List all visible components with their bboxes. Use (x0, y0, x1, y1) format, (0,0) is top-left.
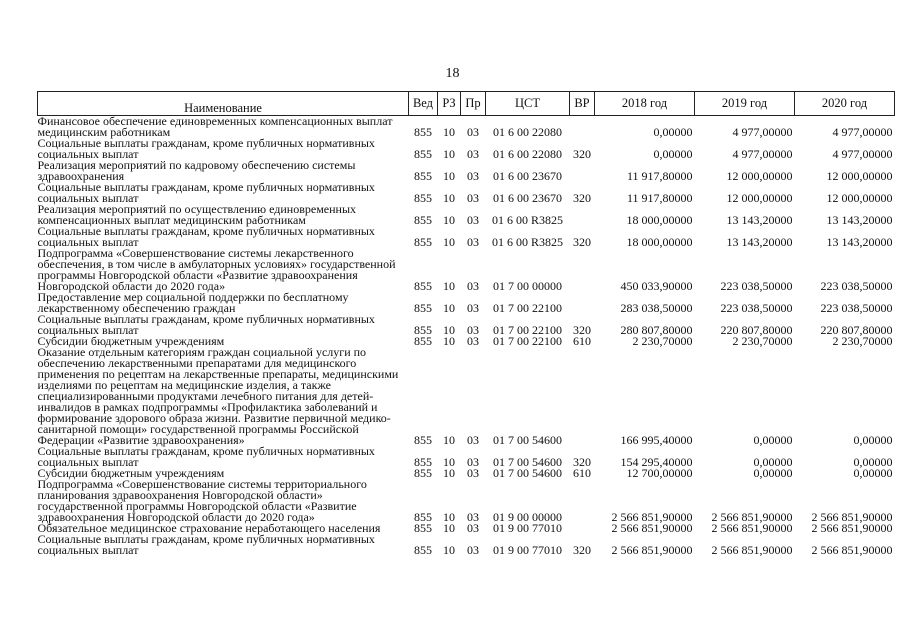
cell-cst: 01 9 00 00000 (493, 510, 562, 524)
cell-vr (570, 160, 595, 182)
cell-pr: 03 (467, 147, 479, 161)
cell-2019: 2 566 851,90000 (711, 521, 793, 535)
cell-ved: 855 (414, 169, 432, 183)
table-row (38, 138, 895, 160)
cell-2020: 2 566 851,90000 (811, 510, 893, 524)
cell-ved: 855 (414, 543, 432, 557)
cell-pr: 03 (467, 334, 479, 348)
cell-name: Подпрограмма «Совершенствование системы территориального планирования здравоохранения Новгородской области» государственной программы Новгородской области «Развитие здравоохранения Новгородской области до 2020 года» (37, 477, 367, 524)
cell-name: Предоставление мер социальной поддержки по бесплатному лекарственному обеспечению граждан (37, 290, 349, 315)
header-2018: 2018 год (595, 92, 695, 116)
table-row (38, 226, 895, 248)
cell-2018: 2 566 851,90000 (611, 510, 693, 524)
cell-ved: 855 (414, 323, 432, 337)
header-rz: РЗ (438, 92, 461, 116)
cell-pr: 03 (467, 323, 479, 337)
cell-pr: 03 (467, 279, 479, 293)
cell-cst: 01 6 00 22080 (493, 125, 562, 139)
cell-2020: 4 977,00000 (832, 125, 893, 139)
cell-name: Социальные выплаты гражданам, кроме публичных нормативных социальных выплат (37, 224, 375, 249)
cell-cst: 01 7 00 22100 (493, 301, 562, 315)
cell-rz: 10 (443, 510, 455, 524)
cell-ved: 855 (414, 455, 432, 469)
cell-pr: 03 (467, 169, 479, 183)
cell-cst: 01 6 00 22080 (493, 147, 562, 161)
cell-ved: 855 (414, 466, 432, 480)
cell-vr: 320 (573, 235, 591, 249)
cell-2020: 223 038,50000 (820, 279, 893, 293)
cell-ved: 855 (414, 235, 432, 249)
cell-2019: 4 977,00000 (732, 147, 793, 161)
cell-2019: 2 566 851,90000 (711, 510, 793, 524)
cell-vr: 320 (573, 455, 591, 469)
cell-rz: 10 (443, 191, 455, 205)
cell-ved: 855 (414, 191, 432, 205)
cell-vr: 320 (573, 147, 591, 161)
cell-2020: 13 143,20000 (826, 213, 893, 227)
cell-2020: 0,00000 (853, 466, 893, 480)
cell-vr (570, 204, 595, 226)
header-name: Наименование (38, 92, 409, 116)
table-row (38, 248, 895, 292)
cell-ved: 855 (414, 213, 432, 227)
cell-2019: 223 038,50000 (720, 279, 793, 293)
cell-cst: 01 9 00 77010 (493, 543, 562, 557)
cell-pr: 03 (467, 191, 479, 205)
cell-rz: 10 (443, 301, 455, 315)
cell-rz: 10 (443, 334, 455, 348)
cell-2019: 4 977,00000 (732, 125, 793, 139)
cell-vr: 320 (573, 543, 591, 557)
cell-2020: 220 807,80000 (820, 323, 893, 337)
cell-name: Субсидии бюджетным учреждениям (37, 466, 225, 480)
header-pr: Пр (461, 92, 486, 116)
table-row (38, 314, 895, 336)
cell-2020: 223 038,50000 (820, 301, 893, 315)
cell-cst: 01 7 00 54600 (493, 466, 562, 480)
cell-name: Реализация мероприятий по кадровому обеспечению системы здравоохранения (37, 158, 356, 183)
header-2019: 2019 год (695, 92, 795, 116)
cell-2018: 154 295,40000 (620, 455, 693, 469)
cell-2019: 0,00000 (753, 466, 793, 480)
table-row (38, 160, 895, 182)
cell-vr (570, 523, 595, 534)
cell-2018: 450 033,90000 (620, 279, 693, 293)
table-row (38, 204, 895, 226)
cell-cst: 01 6 00 R3825 (491, 213, 563, 227)
cell-2018: 2 230,70000 (632, 334, 693, 348)
cell-rz: 10 (443, 433, 455, 447)
cell-vr: 320 (573, 323, 591, 337)
table-header (38, 92, 895, 116)
cell-rz: 10 (443, 125, 455, 139)
cell-name: Социальные выплаты гражданам, кроме публичных нормативных социальных выплат (37, 136, 375, 161)
cell-ved: 855 (414, 334, 432, 348)
cell-pr: 03 (467, 510, 479, 524)
cell-vr: 320 (573, 191, 591, 205)
cell-name: Финансовое обеспечение единовременных компенсационных выплат медицинским работникам (37, 114, 393, 139)
cell-2018: 166 995,40000 (620, 433, 693, 447)
cell-cst: 01 7 00 54600 (493, 433, 562, 447)
table-row (38, 347, 895, 446)
cell-2018: 18 000,00000 (626, 235, 693, 249)
cell-pr: 03 (467, 301, 479, 315)
table-body (38, 116, 895, 557)
cell-2020: 4 977,00000 (832, 147, 893, 161)
cell-pr: 03 (467, 213, 479, 227)
cell-2018: 280 807,80000 (620, 323, 693, 337)
header-vr: ВР (570, 92, 595, 116)
cell-vr (570, 479, 595, 523)
cell-2018: 11 917,80000 (626, 191, 693, 205)
cell-ved: 855 (414, 521, 432, 535)
cell-2020: 12 000,00000 (826, 169, 893, 183)
table-row (38, 446, 895, 468)
cell-pr: 03 (467, 235, 479, 249)
cell-vr (570, 347, 595, 446)
cell-2019: 2 230,70000 (732, 334, 793, 348)
cell-name: Субсидии бюджетным учреждениям (37, 334, 225, 348)
cell-pr: 03 (467, 433, 479, 447)
cell-2018: 0,00000 (653, 125, 693, 139)
cell-pr: 03 (467, 521, 479, 535)
cell-ved: 855 (414, 279, 432, 293)
header-ved: Вед (409, 92, 438, 116)
cell-cst: 01 7 00 22100 (493, 334, 562, 348)
cell-rz: 10 (443, 543, 455, 557)
table-row (38, 116, 895, 139)
table-row (38, 292, 895, 314)
cell-2019: 12 000,00000 (726, 191, 793, 205)
cell-2019: 13 143,20000 (726, 235, 793, 249)
cell-rz: 10 (443, 455, 455, 469)
cell-2018: 2 566 851,90000 (611, 521, 693, 535)
cell-2020: 13 143,20000 (826, 235, 893, 249)
cell-name: Подпрограмма «Совершенствование системы лекарственного обеспечения, в том числе в амбулаторных условиях» государственной программы Новгородской области «Развитие здравоохранения Новгородской области до 2020 года» (37, 246, 396, 293)
header-2020: 2020 год (795, 92, 895, 116)
cell-vr (570, 248, 595, 292)
cell-2019: 2 566 851,90000 (711, 543, 793, 557)
cell-ved: 855 (414, 147, 432, 161)
cell-ved: 855 (414, 301, 432, 315)
header-row (38, 92, 895, 116)
cell-name: Социальные выплаты гражданам, кроме публичных нормативных социальных выплат (37, 444, 375, 469)
cell-cst: 01 7 00 00000 (493, 279, 562, 293)
cell-pr: 03 (467, 466, 479, 480)
cell-vr: 610 (573, 334, 591, 348)
cell-ved: 855 (414, 510, 432, 524)
cell-name: Социальные выплаты гражданам, кроме публичных нормативных социальных выплат (37, 532, 375, 557)
cell-2020: 12 000,00000 (826, 191, 893, 205)
cell-ved: 855 (414, 125, 432, 139)
cell-name: Социальные выплаты гражданам, кроме публичных нормативных социальных выплат (37, 312, 375, 337)
cell-name: Обязательное медицинское страхование неработающего населения (37, 521, 381, 535)
cell-pr: 03 (467, 125, 479, 139)
header-cst: ЦСТ (486, 92, 570, 116)
cell-rz: 10 (443, 169, 455, 183)
cell-2020: 0,00000 (853, 433, 893, 447)
cell-cst: 01 6 00 R3825 (491, 235, 563, 249)
table-row (38, 534, 895, 556)
cell-2018: 11 917,80000 (626, 169, 693, 183)
cell-2019: 13 143,20000 (726, 213, 793, 227)
cell-2018: 283 038,50000 (620, 301, 693, 315)
cell-rz: 10 (443, 521, 455, 535)
cell-2018: 18 000,00000 (626, 213, 693, 227)
cell-2019: 0,00000 (753, 433, 793, 447)
table-row (38, 182, 895, 204)
cell-2020: 0,00000 (853, 455, 893, 469)
cell-cst: 01 7 00 22100 (493, 323, 562, 337)
cell-rz: 10 (443, 235, 455, 249)
cell-2019: 223 038,50000 (720, 301, 793, 315)
cell-name: Реализация мероприятий по осуществлению единовременных компенсационных выплат медицинским работникам (37, 202, 357, 227)
cell-pr: 03 (467, 455, 479, 469)
cell-vr: 610 (573, 466, 591, 480)
cell-vr (570, 116, 595, 139)
cell-2019: 0,00000 (753, 455, 793, 469)
cell-ved: 855 (414, 433, 432, 447)
cell-2018: 0,00000 (653, 147, 693, 161)
table-row (38, 479, 895, 523)
cell-cst: 01 9 00 77010 (493, 521, 562, 535)
cell-2018: 12 700,00000 (626, 466, 693, 480)
cell-2018: 2 566 851,90000 (611, 543, 693, 557)
cell-2020: 2 230,70000 (832, 334, 893, 348)
cell-name: Оказание отдельным категориям граждан социальной услуги по обеспечению лекарственными препаратами для медицинского применения по рецептам на лекарственные препараты, медицинскими изделиями по рецептам на медицинские изделия, а также специализированными продуктами лечебного питания для детей-инвалидов в рамках подпрограммы «Профилактика заболеваний и формирование здорового образа жизни. Развитие первичной медико-санитарной помощи» государственной программы Российской Федерации «Развитие здравоохранения» (37, 345, 399, 447)
cell-rz: 10 (443, 213, 455, 227)
cell-rz: 10 (443, 279, 455, 293)
cell-2019: 12 000,00000 (726, 169, 793, 183)
cell-vr (570, 292, 595, 314)
cell-pr: 03 (467, 543, 479, 557)
cell-2020: 2 566 851,90000 (811, 521, 893, 535)
page-number: 18 (445, 66, 460, 81)
cell-rz: 10 (443, 147, 455, 161)
cell-cst: 01 7 00 54600 (493, 455, 562, 469)
cell-cst: 01 6 00 23670 (493, 169, 562, 183)
cell-2020: 2 566 851,90000 (811, 543, 893, 557)
budget-table (37, 91, 895, 556)
cell-2019: 220 807,80000 (720, 323, 793, 337)
cell-cst: 01 6 00 23670 (493, 191, 562, 205)
cell-rz: 10 (443, 466, 455, 480)
cell-rz: 10 (443, 323, 455, 337)
cell-name: Социальные выплаты гражданам, кроме публичных нормативных социальных выплат (37, 180, 375, 205)
